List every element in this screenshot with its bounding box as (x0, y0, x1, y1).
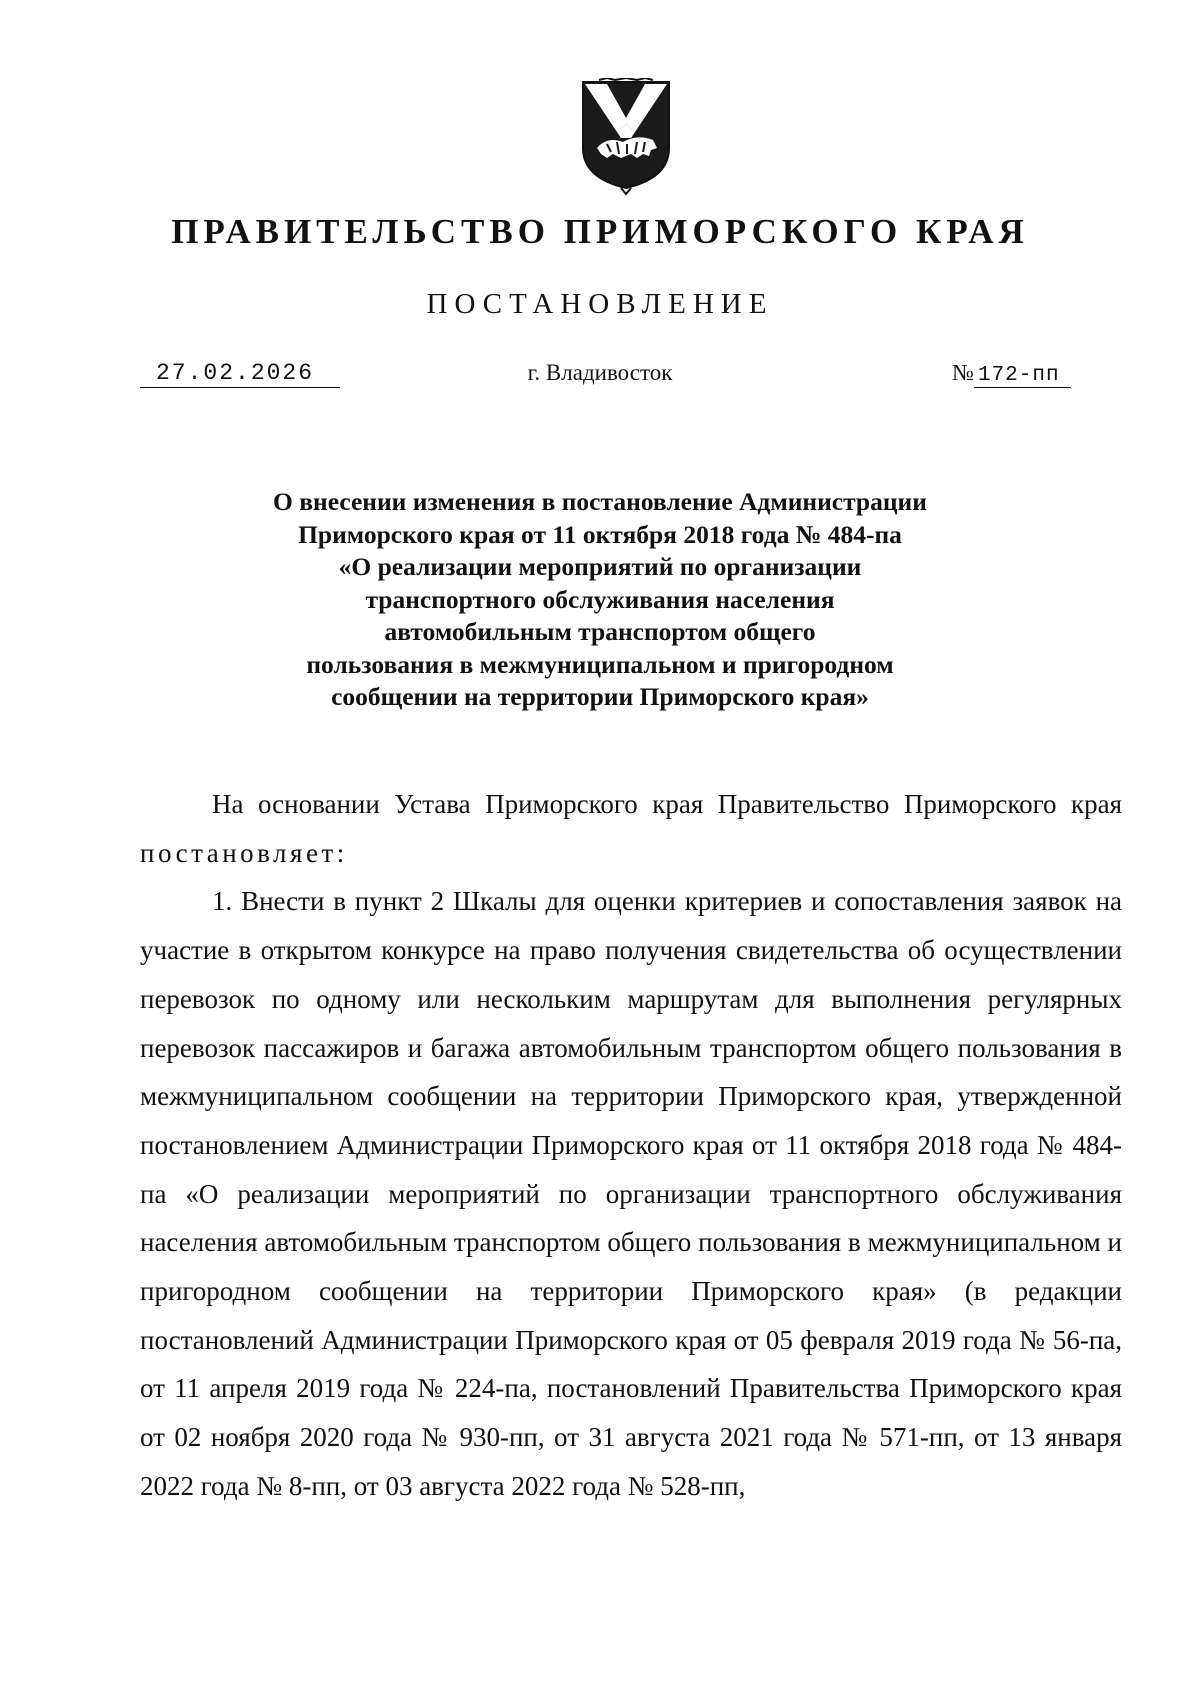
coat-of-arms-icon (577, 78, 675, 196)
document-city: г. Владивосток (527, 360, 673, 385)
document-number (952, 360, 1071, 388)
title-line: «О реализации мероприятий по организации (338, 552, 862, 581)
title-line: пользования в межмуниципальном и пригородном (306, 649, 894, 679)
document-title (140, 486, 1060, 714)
number-value: 172-пп (974, 364, 1071, 388)
paragraph-1: 1. Внести в пункт 2 Шкалы для оценки критериев и сопоставления заявок на участие в открытом конкурсе на право получения свидетельства об осуществлении перевозок по одному или нескольким маршрутам для выполнения регулярных перевозок пассажиров и багажа автомобильным транспортом общего пользования в межмуниципальном сообщении на территории Приморского края, утвержденной постановлением Администрации Приморского края от 11 октября 2018 года № 484-па «О реализации мероприятий по организации транспортного обслуживания населения автомобильным транспортом общего пользования в межмуниципальном и пригородном сообщении на территории Приморского края» (в редакции постановлений Администрации Приморского края от 05 февраля 2019 года № 56-па, от 11 апреля 2019 года № 224-па, постановлений Правительства Приморского края от 02 ноября 2020 года № 930-пп, от 31 августа 2021 года № 571-пп, от 13 января 2022 года № 8-пп, от 03 августа 2022 года № 528-пп, (140, 886, 1122, 1501)
preamble-paragraph (140, 780, 1122, 877)
title-line: Приморского края от 11 октября 2018 года № 484-па (298, 519, 902, 549)
title-line: автомобильным транспортом общего (384, 617, 816, 646)
document-date: 27.02.2026 (140, 360, 340, 388)
government-name: ПРАВИТЕЛЬСТВО ПРИМОРСКОГО КРАЯ (171, 212, 1029, 251)
title-line: транспортного обслуживания населения (365, 584, 835, 614)
document-type: ПОСТАНОВЛЕНИЕ (426, 288, 774, 320)
preamble-verb: постановляет: (140, 837, 348, 868)
title-line: сообщении на территории Приморского края» (331, 682, 869, 711)
number-sign: № (952, 360, 974, 385)
title-line: О внесении изменения в постановление Администрации (273, 487, 927, 516)
document-meta-row (0, 360, 1200, 400)
preamble-text: На основании Устава Приморского края Правительство Приморского края (212, 789, 1122, 819)
document-body (140, 780, 1122, 1511)
